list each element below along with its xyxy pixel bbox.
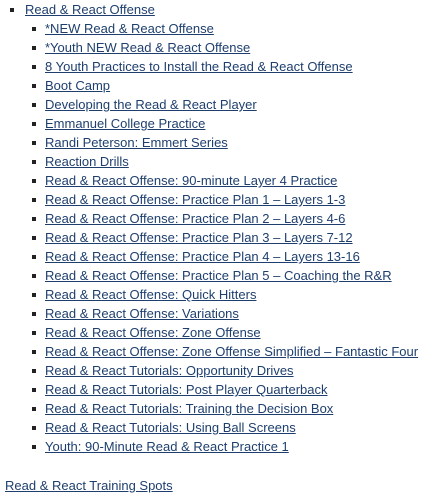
list-item xyxy=(30,361,418,380)
subcategory-link[interactable]: Read & React Tutorials: Post Player Quarterback xyxy=(45,382,328,397)
bullet-icon xyxy=(32,27,36,31)
list-item xyxy=(30,399,418,418)
bullet-icon xyxy=(32,103,36,107)
bullet-icon xyxy=(32,141,36,145)
bullet-icon xyxy=(32,293,36,297)
subcategory-link[interactable]: Read & React Offense: Practice Plan 5 – Coaching the R&R xyxy=(45,268,392,283)
training-spots-link[interactable]: Read & React Training Spots xyxy=(5,478,173,493)
category-list xyxy=(9,0,155,19)
list-item xyxy=(30,133,418,152)
list-item xyxy=(30,190,418,209)
list-item xyxy=(30,171,418,190)
subcategory-link[interactable]: Boot Camp xyxy=(45,78,111,93)
subcategory-link[interactable]: Read & React Offense: Practice Plan 2 – Layers 4-6 xyxy=(45,211,346,226)
bullet-icon xyxy=(32,160,36,164)
subcategory-link[interactable]: Read & React Offense: Practice Plan 4 – Layers 13-16 xyxy=(45,249,360,264)
subcategory-link[interactable]: Emmanuel College Practice xyxy=(45,116,206,131)
bullet-icon xyxy=(32,84,36,88)
subcategory-link[interactable]: Read & React Offense: 90-minute Layer 4 Practice xyxy=(45,173,338,188)
list-item xyxy=(30,38,418,57)
subcategory-link[interactable]: Read & React Tutorials: Opportunity Drives xyxy=(45,363,294,378)
list-item xyxy=(30,114,418,133)
bullet-icon xyxy=(32,65,36,69)
bullet-icon xyxy=(32,369,36,373)
bullet-icon xyxy=(32,312,36,316)
subcategory-list xyxy=(30,19,418,456)
list-item xyxy=(30,342,418,361)
subcategory-link[interactable]: Read & React Offense: Zone Offense xyxy=(45,325,261,340)
bullet-icon xyxy=(32,445,36,449)
bullet-icon xyxy=(32,179,36,183)
list-item xyxy=(30,209,418,228)
list-item xyxy=(30,266,418,285)
list-item xyxy=(30,152,418,171)
bullet-icon xyxy=(10,8,14,12)
list-item xyxy=(30,76,418,95)
bullet-icon xyxy=(32,388,36,392)
list-item xyxy=(30,323,418,342)
list-item xyxy=(30,57,418,76)
subcategory-link[interactable]: Youth: 90-Minute Read & React Practice 1 xyxy=(45,439,289,454)
subcategory-link[interactable]: Read & React Offense: Zone Offense Simplified – Fantastic Four xyxy=(45,344,419,359)
bullet-icon xyxy=(32,46,36,50)
subcategory-link[interactable]: Read & React Tutorials: Training the Decision Box xyxy=(45,401,334,416)
subcategory-link[interactable]: Reaction Drills xyxy=(45,154,129,169)
bullet-icon xyxy=(32,236,36,240)
category-link-read-react-offense[interactable]: Read & React Offense xyxy=(25,2,155,17)
bullet-icon xyxy=(32,407,36,411)
list-item xyxy=(30,437,418,456)
list-item xyxy=(30,95,418,114)
list-item xyxy=(30,247,418,266)
bullet-icon xyxy=(32,217,36,221)
subcategory-link[interactable]: Randi Peterson: Emmert Series xyxy=(45,135,228,150)
list-item xyxy=(30,380,418,399)
subcategory-link[interactable]: Read & React Tutorials: Using Ball Screens xyxy=(45,420,296,435)
bullet-icon xyxy=(32,331,36,335)
list-item-read-react-offense xyxy=(9,0,155,19)
list-item xyxy=(30,228,418,247)
subcategory-link[interactable]: Read & React Offense: Quick Hitters xyxy=(45,287,257,302)
subcategory-link[interactable]: Developing the Read & React Player xyxy=(45,97,257,112)
list-item xyxy=(30,418,418,437)
subcategory-link[interactable]: Read & React Offense: Practice Plan 1 – Layers 1-3 xyxy=(45,192,346,207)
list-item xyxy=(30,19,418,38)
bullet-icon xyxy=(32,255,36,259)
bullet-icon xyxy=(32,122,36,126)
subcategory-link[interactable]: *NEW Read & React Offense xyxy=(45,21,214,36)
subcategory-link[interactable]: Read & React Offense: Variations xyxy=(45,306,239,321)
bullet-icon xyxy=(32,274,36,278)
subcategory-link[interactable]: 8 Youth Practices to Install the Read & React Offense xyxy=(45,59,353,74)
subcategory-link[interactable]: Read & React Offense: Practice Plan 3 – Layers 7-12 xyxy=(45,230,353,245)
bullet-icon xyxy=(32,350,36,354)
bullet-icon xyxy=(32,198,36,202)
list-item xyxy=(30,285,418,304)
subcategory-link[interactable]: *Youth NEW Read & React Offense xyxy=(45,40,251,55)
bullet-icon xyxy=(32,426,36,430)
list-item xyxy=(30,304,418,323)
